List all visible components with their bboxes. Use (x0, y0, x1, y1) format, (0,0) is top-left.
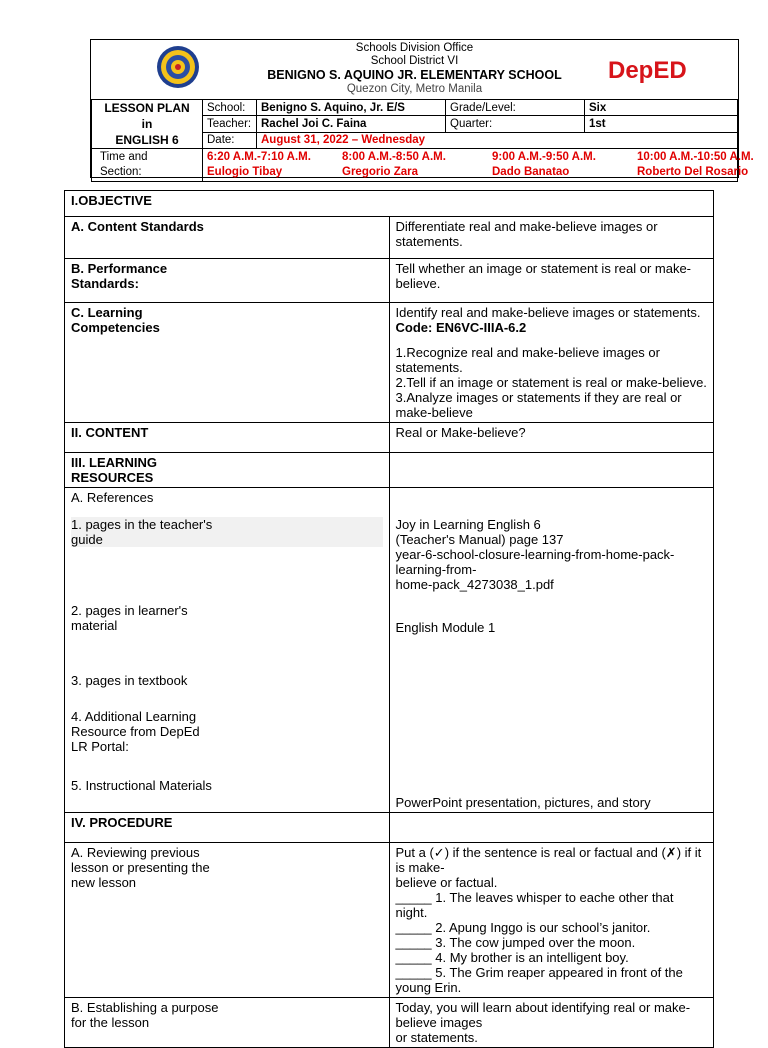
school-label: School: (203, 100, 257, 116)
school-district: School District VI (370, 55, 459, 67)
teachers-guide-label: 1. pages in the teacher's guide (71, 517, 383, 547)
review-item: _____ 4. My brother is an intelligent boy. (395, 950, 629, 965)
grade-label: Grade/Level: (446, 100, 585, 116)
time-slots (203, 149, 754, 182)
purpose-label: B. Establishing a purpose for the lesson (65, 998, 390, 1048)
objective-heading: I.OBJECTIVE (65, 191, 714, 217)
deped-logo-text: DepED (608, 57, 687, 84)
slot-1: 6:20 A.M.-7:10 A.M. Eulogio Tibay (207, 151, 311, 178)
reviewing-lesson-value: Put a (✓) if the sentence is real or factual and (✗) if it is make- believe or factual. _____ 1. The leaves whisper to eache other that night. _____ 2. Apung Inggo is our school’s janitor. _____ 3. The cow jumped over the moon. _____ 4. My brother is an intelligent boy. _____ 5. The Grim reaper appeared in front of the young Erin. (389, 843, 714, 998)
references-values (389, 488, 714, 813)
learning-competencies-label: C. Learning Competencies (65, 303, 390, 423)
teachers-guide-value: Joy in Learning English 6 (Teacher's Manual) page 137 year-6-school-closure-learning-from-home-pack-learning-from- home-pack_4273038_1.pdf (395, 517, 675, 592)
school-value: Benigno S. Aquino, Jr. E/S (257, 100, 446, 116)
additional-resource-label: 4. Additional Learning Resource from DepEd LR Portal: (71, 709, 200, 754)
grade-value: Six (585, 100, 738, 116)
slot-4: 10:00 A.M.-10:50 A.M. Roberto Del Rosario (637, 151, 754, 178)
review-item: _____ 1. The leaves whisper to eache other that night. (395, 890, 674, 920)
school-office: Schools Division Office (355, 42, 474, 54)
date-value: August 31, 2022 – Wednesday (257, 132, 738, 148)
school-name: BENIGNO S. AQUINO JR. ELEMENTARY SCHOOL (267, 68, 562, 82)
instructional-materials-value: PowerPoint presentation, pictures, and story (395, 795, 651, 810)
content-standards-value: Differentiate real and make-believe images or statements. (389, 217, 714, 259)
header-info-table (91, 99, 754, 182)
school-city: Quezon City, Metro Manila (346, 83, 483, 95)
learners-material-value: English Module 1 (395, 620, 496, 635)
review-item: _____ 3. The cow jumped over the moon. (395, 935, 636, 950)
competency-code: Code: EN6VC-IIIA-6.2 (395, 320, 527, 335)
review-item: _____ 5. The Grim reaper appeared in front of the young Erin. (395, 965, 683, 995)
procedure-label: IV. PROCEDURE (65, 813, 390, 843)
reviewing-lesson-label: A. Reviewing previous lesson or presenting the new lesson (65, 843, 390, 998)
competency-item: 2.Tell if an image or statement is real or make-believe. (395, 375, 707, 390)
quarter-label: Quarter: (446, 116, 585, 132)
lesson-plan-title: LESSON PLAN in ENGLISH 6 (92, 100, 203, 149)
content-label: II. CONTENT (65, 423, 390, 453)
time-section-label: Time and Section: (92, 149, 203, 182)
competency-item: 1.Recognize real and make-believe images or statements. (395, 345, 660, 375)
teacher-value: Rachel Joi C. Faina (257, 116, 446, 132)
textbook-label: 3. pages in textbook (71, 673, 188, 688)
competency-item: 3.Analyze images or statements if they are real or make-believe (395, 390, 682, 420)
performance-standards-value: Tell whether an image or statement is real or make-believe. (389, 259, 714, 303)
lesson-plan-table (64, 190, 714, 1048)
date-label: Date: (203, 132, 257, 148)
deped-logo-icon (608, 54, 704, 84)
lesson-plan-header (90, 39, 754, 178)
learners-material-label: 2. pages in learner's material (71, 603, 188, 633)
quarter-value: 1st (585, 116, 738, 132)
learning-competencies-value: Identify real and make-believe images or statements. Code: EN6VC-IIIA-6.2 1.Recognize real and make-believe images or statements. 2.Tell if an image or statement is real or make-believe. 3.Analyze images or statements if they are real or make-believe (389, 303, 714, 423)
purpose-value: Today, you will learn about identifying real or make-believe images or statements. (389, 998, 714, 1048)
references-cell (65, 488, 390, 813)
learning-resources-label: III. LEARNING RESOURCES (65, 453, 390, 488)
review-item: _____ 2. Apung Inggo is our school’s janitor. (395, 920, 651, 935)
content-standards-label: A. Content Standards (65, 217, 390, 259)
performance-standards-label: B. Performance Standards: (65, 259, 390, 303)
references-label: A. References (71, 490, 154, 505)
instructional-materials-label: 5. Instructional Materials (71, 778, 212, 793)
slot-3: 9:00 A.M.-9:50 A.M. Dado Banatao (492, 151, 596, 178)
teacher-label: Teacher: (203, 116, 257, 132)
slot-2: 8:00 A.M.-8:50 A.M. Gregorio Zara (342, 151, 446, 178)
content-value: Real or Make-believe? (389, 423, 714, 453)
